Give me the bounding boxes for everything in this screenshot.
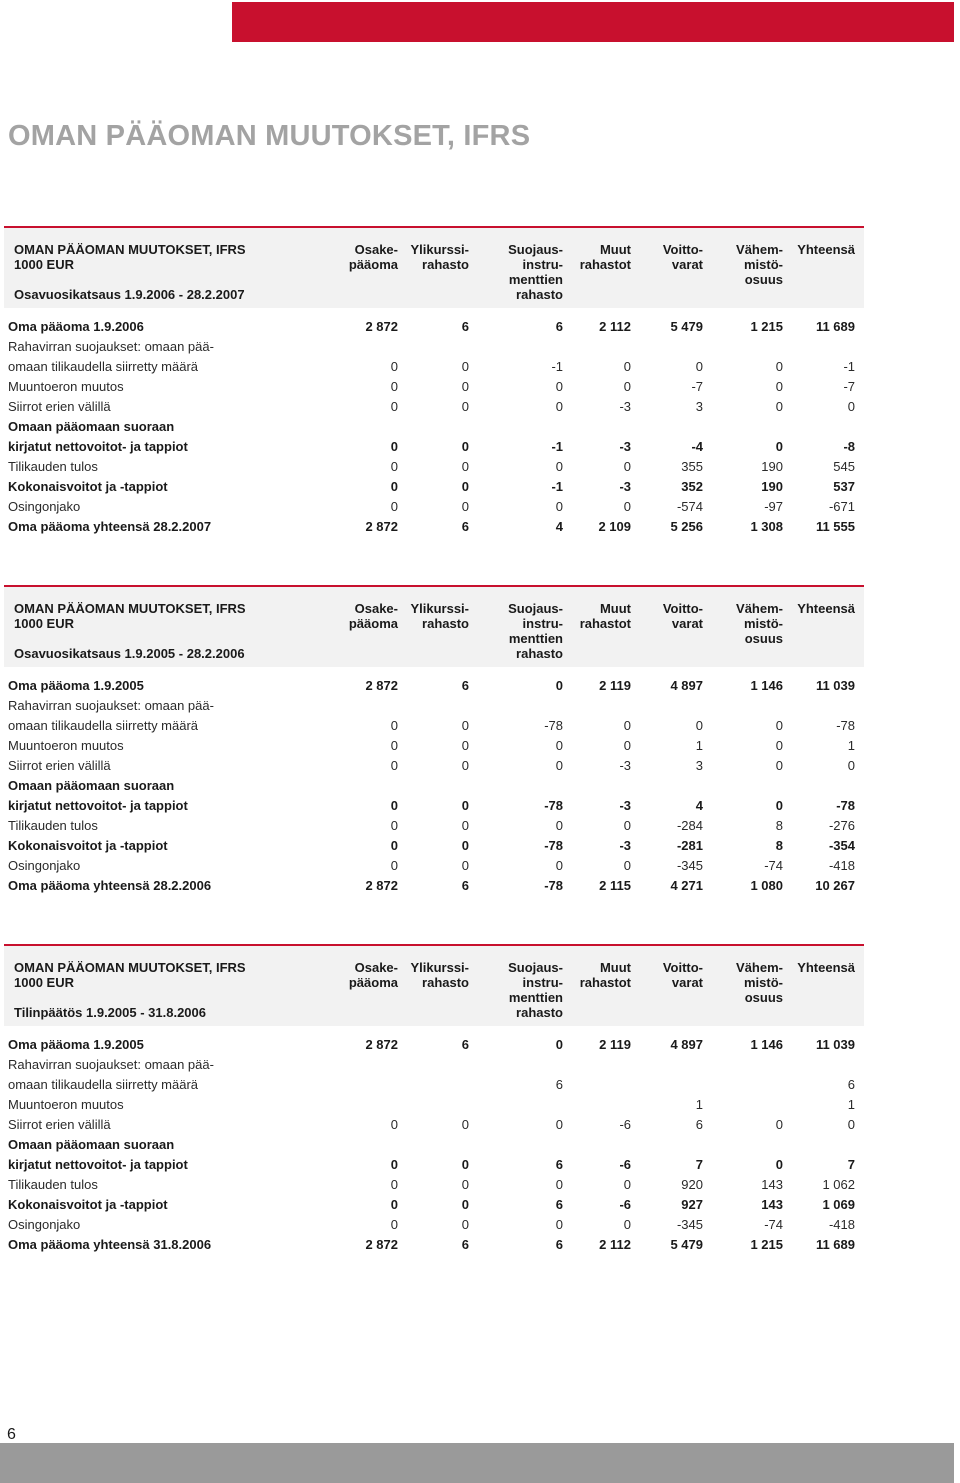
cell-value: 0 (390, 797, 398, 813)
cell-value: 0 (461, 398, 469, 414)
table-row (0, 477, 870, 497)
table-row (0, 1175, 870, 1195)
cell-value: -74 (764, 857, 783, 873)
table-row (0, 1115, 870, 1135)
cell-value: -345 (676, 1216, 703, 1232)
cell-value: 6 (555, 1076, 563, 1092)
cell-value: 0 (623, 358, 631, 374)
column-header: Voitto- varat (662, 242, 703, 272)
table-row (0, 716, 870, 736)
table-row (0, 796, 870, 816)
column-header: Osake- pääoma (348, 242, 398, 272)
cell-value: 0 (555, 1216, 563, 1232)
row-label: Kokonaisvoitot ja -tappiot (8, 1196, 168, 1212)
cell-value: 537 (833, 478, 855, 494)
table-row (0, 1195, 870, 1215)
cell-value: 1 080 (750, 877, 783, 893)
row-label: Muuntoeron muutos (8, 378, 124, 394)
cell-value: 0 (390, 1156, 398, 1172)
cell-value: 0 (623, 737, 631, 753)
cell-value: 0 (461, 378, 469, 394)
cell-value: 6 (555, 1156, 563, 1172)
column-header: Voitto- varat (662, 960, 703, 990)
table-title: OMAN PÄÄOMAN MUUTOKSET, IFRS (14, 960, 246, 975)
cell-value: 2 872 (365, 319, 398, 334)
cell-value: 0 (775, 358, 783, 374)
cell-value: -78 (544, 877, 563, 893)
table-row (0, 1035, 870, 1055)
row-label: Oma pääoma 1.9.2005 (8, 1037, 144, 1052)
cell-value: 4 (695, 797, 703, 813)
cell-value: 0 (461, 1216, 469, 1232)
cell-value: 0 (623, 458, 631, 474)
table-row (0, 876, 870, 896)
row-label: Oma pääoma 1.9.2005 (8, 678, 144, 693)
page-title: OMAN PÄÄOMAN MUUTOKSET, IFRS (8, 120, 531, 152)
column-header: Vähem- mistö- osuus (736, 242, 783, 287)
cell-value: 1 (695, 1096, 703, 1112)
column-header: Yhteensä (797, 242, 855, 257)
cell-value: 6 (461, 319, 469, 334)
cell-value: -3 (619, 478, 631, 494)
cell-value: -78 (836, 717, 855, 733)
cell-value: -7 (843, 378, 855, 394)
row-label: Muuntoeron muutos (8, 737, 124, 753)
cell-value: 0 (555, 757, 563, 773)
table-row (0, 756, 870, 776)
cell-value: 4 (555, 518, 563, 534)
cell-value: -78 (544, 837, 563, 853)
cell-value: 0 (390, 817, 398, 833)
cell-value: -3 (619, 398, 631, 414)
cell-value: 545 (833, 458, 855, 474)
cell-value: -281 (676, 837, 703, 853)
equity-table-section (0, 226, 870, 536)
cell-value: 0 (555, 378, 563, 394)
column-header: Osake- pääoma (348, 601, 398, 631)
row-label: Rahavirran suojaukset: omaan pää- (8, 338, 214, 354)
cell-value: -78 (836, 797, 855, 813)
cell-value: 0 (461, 737, 469, 753)
cell-value: 6 (555, 1236, 563, 1252)
table-row (0, 1095, 870, 1115)
cell-value: 0 (461, 1156, 469, 1172)
cell-value: 0 (623, 378, 631, 394)
table-title: OMAN PÄÄOMAN MUUTOKSET, IFRS (14, 601, 246, 616)
column-header: Ylikurssi- rahasto (410, 242, 469, 272)
cell-value: 2 119 (599, 1037, 631, 1052)
cell-value: -4 (691, 438, 703, 454)
cell-value: 8 (775, 837, 783, 853)
cell-value: 0 (775, 438, 783, 454)
row-label: Osingonjako (8, 1216, 81, 1232)
table-row (0, 1135, 870, 1155)
table-row (0, 317, 870, 337)
cell-value: 0 (390, 1176, 398, 1192)
row-label: omaan tilikaudella siirretty määrä (8, 717, 199, 733)
cell-value: -1 (843, 358, 855, 374)
table-row (0, 1215, 870, 1235)
cell-value: 0 (555, 498, 563, 514)
cell-value: -3 (619, 757, 631, 773)
cell-value: 0 (461, 478, 469, 494)
table-row (0, 836, 870, 856)
cell-value: 1 (695, 737, 703, 753)
table-period: Osavuosikatsaus 1.9.2005 - 28.2.2006 (14, 646, 245, 661)
cell-value: 7 (695, 1156, 703, 1172)
cell-value: 0 (775, 378, 783, 394)
row-label: Kokonaisvoitot ja -tappiot (8, 837, 168, 853)
cell-value: 6 (695, 1116, 703, 1132)
cell-value: 2 872 (365, 1037, 398, 1052)
cell-value: 143 (761, 1176, 783, 1192)
cell-value: -418 (828, 1216, 855, 1232)
table-row (0, 337, 870, 357)
column-header: Suojaus- instru- menttien rahasto (508, 601, 563, 661)
table-row (0, 1075, 870, 1095)
cell-value: 2 109 (598, 518, 631, 534)
cell-value: 0 (390, 837, 398, 853)
cell-value: 0 (695, 358, 703, 374)
cell-value: -1 (551, 478, 563, 494)
cell-value: 0 (461, 757, 469, 773)
cell-value: 1 215 (750, 1236, 783, 1252)
cell-value: 0 (775, 1116, 783, 1132)
footer-bar (0, 1443, 954, 1483)
table-row (0, 1055, 870, 1075)
cell-value: -6 (619, 1116, 631, 1132)
cell-value: 0 (461, 438, 469, 454)
row-label: Tilikauden tulos (8, 1176, 98, 1192)
table-title: OMAN PÄÄOMAN MUUTOKSET, IFRS (14, 242, 246, 257)
cell-value: 0 (555, 678, 563, 693)
cell-value: -3 (619, 837, 631, 853)
cell-value: 6 (555, 1196, 563, 1212)
cell-value: -8 (843, 438, 855, 454)
top-accent-bar (232, 2, 954, 42)
cell-value: 0 (390, 857, 398, 873)
column-header: Yhteensä (797, 960, 855, 975)
cell-value: 0 (461, 1176, 469, 1192)
cell-value: 0 (623, 1176, 631, 1192)
row-label: Oma pääoma yhteensä 31.8.2006 (8, 1236, 212, 1252)
cell-value: 0 (775, 1156, 783, 1172)
cell-value: 0 (555, 737, 563, 753)
row-label: Siirrot erien välillä (8, 398, 111, 414)
cell-value: 0 (390, 1216, 398, 1232)
cell-value: -1 (551, 438, 563, 454)
row-label: Omaan pääomaan suoraan (8, 1136, 175, 1152)
cell-value: 0 (623, 857, 631, 873)
cell-value: 6 (461, 518, 469, 534)
table-row (0, 417, 870, 437)
cell-value: -3 (619, 438, 631, 454)
cell-value: 0 (461, 837, 469, 853)
cell-value: -6 (619, 1156, 631, 1172)
row-label: omaan tilikaudella siirretty määrä (8, 358, 199, 374)
cell-value: 0 (390, 378, 398, 394)
page-number: 6 (7, 1426, 16, 1443)
table-row (0, 696, 870, 716)
cell-value: 1 215 (750, 319, 783, 334)
table-row (0, 856, 870, 876)
cell-value: 0 (623, 1216, 631, 1232)
table-row (0, 1235, 870, 1255)
column-header: Ylikurssi- rahasto (410, 960, 469, 990)
row-label: Omaan pääomaan suoraan (8, 777, 175, 793)
cell-value: 0 (390, 717, 398, 733)
cell-value: 190 (761, 478, 783, 494)
row-label: Omaan pääomaan suoraan (8, 418, 175, 434)
cell-value: 0 (461, 458, 469, 474)
row-label: Tilikauden tulos (8, 817, 98, 833)
cell-value: 0 (390, 398, 398, 414)
cell-value: 920 (681, 1176, 703, 1192)
table-header (4, 585, 864, 667)
equity-table-section (0, 585, 870, 895)
row-label: omaan tilikaudella siirretty määrä (8, 1076, 199, 1092)
cell-value: 4 897 (670, 678, 703, 693)
cell-value: 4 271 (670, 877, 703, 893)
cell-value: 0 (461, 358, 469, 374)
cell-value: 2 112 (599, 319, 631, 334)
cell-value: -345 (676, 857, 703, 873)
cell-value: -1 (551, 358, 563, 374)
cell-value: 0 (775, 797, 783, 813)
table-row (0, 377, 870, 397)
column-header: Ylikurssi- rahasto (410, 601, 469, 631)
row-label: Tilikauden tulos (8, 458, 98, 474)
cell-value: 0 (461, 498, 469, 514)
cell-value: -276 (828, 817, 855, 833)
cell-value: 0 (623, 817, 631, 833)
cell-value: 7 (847, 1156, 855, 1172)
cell-value: 8 (775, 817, 783, 833)
row-label: kirjatut nettovoitot- ja tappiot (8, 797, 188, 813)
cell-value: 2 872 (365, 678, 398, 693)
cell-value: -574 (676, 498, 703, 514)
table-row (0, 357, 870, 377)
cell-value: 0 (775, 398, 783, 414)
row-label: Oma pääoma yhteensä 28.2.2006 (8, 877, 212, 893)
table-row (0, 437, 870, 457)
cell-value: 2 872 (365, 518, 398, 534)
cell-value: 143 (761, 1196, 783, 1212)
cell-value: 352 (681, 478, 703, 494)
cell-value: 355 (681, 458, 703, 474)
cell-value: 11 039 (815, 678, 855, 693)
cell-value: 1 146 (750, 678, 783, 693)
table-header (4, 226, 864, 308)
cell-value: 0 (847, 1116, 855, 1132)
row-label: Siirrot erien välillä (8, 757, 111, 773)
cell-value: 0 (695, 717, 703, 733)
cell-value: -78 (544, 797, 563, 813)
cell-value: 0 (461, 717, 469, 733)
equity-table-section (0, 944, 870, 1254)
table-row (0, 736, 870, 756)
cell-value: 6 (461, 678, 469, 693)
cell-value: 0 (847, 398, 855, 414)
cell-value: -78 (544, 717, 563, 733)
table-header (4, 944, 864, 1026)
cell-value: 0 (555, 857, 563, 873)
cell-value: 11 689 (815, 1236, 855, 1252)
column-header: Suojaus- instru- menttien rahasto (508, 242, 563, 302)
cell-value: 0 (390, 1196, 398, 1212)
cell-value: 927 (681, 1196, 703, 1212)
table-row (0, 517, 870, 537)
cell-value: 6 (461, 1236, 469, 1252)
cell-value: 1 146 (750, 1037, 783, 1052)
cell-value: 5 479 (670, 1236, 703, 1252)
cell-value: 10 267 (815, 877, 855, 893)
cell-value: 4 897 (670, 1037, 703, 1052)
cell-value: 0 (461, 1116, 469, 1132)
cell-value: 0 (555, 398, 563, 414)
cell-value: 0 (390, 478, 398, 494)
cell-value: 0 (623, 717, 631, 733)
cell-value: 0 (390, 498, 398, 514)
cell-value: 3 (695, 398, 703, 414)
column-header: Osake- pääoma (348, 960, 398, 990)
cell-value: -6 (619, 1196, 631, 1212)
cell-value: 0 (555, 1116, 563, 1132)
cell-value: -671 (828, 498, 855, 514)
cell-value: 11 555 (815, 518, 855, 534)
table-unit: 1000 EUR (14, 616, 74, 631)
cell-value: 1 (847, 737, 855, 753)
column-header: Muut rahastot (579, 601, 631, 631)
column-header: Vähem- mistö- osuus (736, 601, 783, 646)
table-unit: 1000 EUR (14, 975, 74, 990)
cell-value: 0 (555, 817, 563, 833)
row-label: Osingonjako (8, 857, 81, 873)
cell-value: 3 (695, 757, 703, 773)
table-row (0, 776, 870, 796)
cell-value: 2 119 (599, 678, 631, 693)
row-label: Oma pääoma yhteensä 28.2.2007 (8, 518, 212, 534)
cell-value: 0 (390, 458, 398, 474)
cell-value: 2 872 (365, 877, 398, 893)
row-label: Muuntoeron muutos (8, 1096, 124, 1112)
table-row (0, 457, 870, 477)
cell-value: 2 115 (599, 877, 631, 893)
cell-value: 0 (775, 737, 783, 753)
cell-value: -284 (676, 817, 703, 833)
cell-value: 6 (461, 1037, 469, 1052)
table-row (0, 1155, 870, 1175)
row-label: Oma pääoma 1.9.2006 (8, 319, 144, 334)
cell-value: 1 069 (822, 1196, 855, 1212)
cell-value: 2 112 (599, 1236, 631, 1252)
cell-value: -418 (828, 857, 855, 873)
cell-value: 2 872 (365, 1236, 398, 1252)
table-row (0, 497, 870, 517)
cell-value: 0 (390, 438, 398, 454)
cell-value: 0 (461, 857, 469, 873)
table-row (0, 816, 870, 836)
cell-value: 11 689 (815, 319, 855, 334)
row-label: Kokonaisvoitot ja -tappiot (8, 478, 168, 494)
cell-value: 1 (847, 1096, 855, 1112)
column-header: Suojaus- instru- menttien rahasto (508, 960, 563, 1020)
table-unit: 1000 EUR (14, 257, 74, 272)
column-header: Vähem- mistö- osuus (736, 960, 783, 1005)
cell-value: -74 (764, 1216, 783, 1232)
cell-value: 1 062 (822, 1176, 855, 1192)
row-label: Osingonjako (8, 498, 81, 514)
cell-value: 0 (555, 1037, 563, 1052)
cell-value: 0 (775, 717, 783, 733)
column-header: Muut rahastot (579, 242, 631, 272)
column-header: Muut rahastot (579, 960, 631, 990)
row-label: Rahavirran suojaukset: omaan pää- (8, 1056, 214, 1072)
cell-value: -354 (828, 837, 855, 853)
cell-value: 0 (390, 737, 398, 753)
cell-value: 0 (555, 458, 563, 474)
row-label: Siirrot erien välillä (8, 1116, 111, 1132)
cell-value: -3 (619, 797, 631, 813)
cell-value: 0 (390, 358, 398, 374)
cell-value: 5 479 (670, 319, 703, 334)
cell-value: 1 308 (750, 518, 783, 534)
column-header: Voitto- varat (662, 601, 703, 631)
row-label: kirjatut nettovoitot- ja tappiot (8, 1156, 188, 1172)
row-label: Rahavirran suojaukset: omaan pää- (8, 697, 214, 713)
cell-value: 0 (847, 757, 855, 773)
column-header: Yhteensä (797, 601, 855, 616)
cell-value: 6 (461, 877, 469, 893)
cell-value: 0 (390, 1116, 398, 1132)
cell-value: 0 (623, 498, 631, 514)
table-row (0, 397, 870, 417)
table-row (0, 676, 870, 696)
cell-value: 0 (555, 1176, 563, 1192)
table-period: Osavuosikatsaus 1.9.2006 - 28.2.2007 (14, 287, 245, 302)
cell-value: 0 (461, 797, 469, 813)
cell-value: 6 (847, 1076, 855, 1092)
cell-value: 0 (390, 757, 398, 773)
table-period: Tilinpäätös 1.9.2005 - 31.8.2006 (14, 1005, 206, 1020)
cell-value: 11 039 (815, 1037, 855, 1052)
cell-value: -97 (764, 498, 783, 514)
cell-value: -7 (691, 378, 703, 394)
cell-value: 0 (461, 1196, 469, 1212)
row-label: kirjatut nettovoitot- ja tappiot (8, 438, 188, 454)
cell-value: 5 256 (670, 518, 703, 534)
cell-value: 0 (775, 757, 783, 773)
cell-value: 6 (555, 319, 563, 334)
cell-value: 190 (761, 458, 783, 474)
cell-value: 0 (461, 817, 469, 833)
